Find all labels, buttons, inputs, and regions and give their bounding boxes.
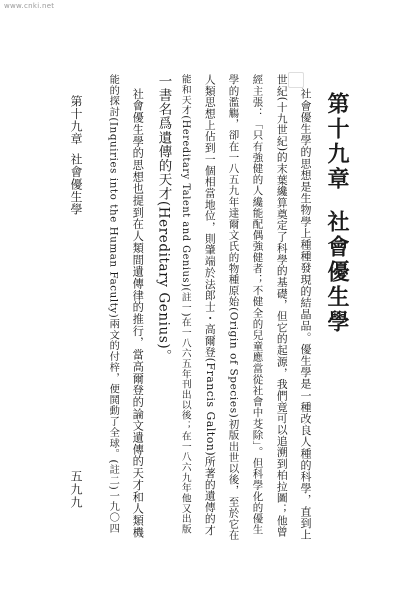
body-line-4: 學的濫觴，卻在一八五九年達爾文氏的物種原始(Origin of Species)初版出世以後，至於它在 (227, 74, 240, 541)
library-stamp-mark (288, 72, 304, 88)
running-head (70, 95, 82, 216)
watermark-text: www.cnki.net (4, 2, 55, 10)
running-head-chapter: 第十九章 (69, 95, 83, 145)
body-line-5: 人類思想上佔到一個相當地位，則肇端於法郎士・高爾登(Francis Galton)所著的遺傳的才 (203, 74, 217, 536)
chapter-heading (326, 92, 348, 335)
body-line-9: 能的探討(Inquiries into the Human Faculty)兩文的付梓，便鬨動了全球。(註二)一九〇四 (107, 74, 120, 534)
body-line-6: 能和天才(Hereditary Talent and Genius)(註一)在一八六五年刊出以後；在一八六九年他又出版 (179, 74, 191, 535)
running-head-title: 社會優生學 (69, 153, 83, 216)
body-line-3: 經主張：「只有強健的人纔能配偶強健者；不健全的兒童應當從社會中芟除」。但科學化的優生 (251, 74, 264, 535)
body-line-1: 社會優生學的思想是生物學上種種發現的結晶品。優生學是一種改良人種的科學，直到上 (299, 88, 312, 541)
body-line-2: 世紀(十九世紀)的末葉纔算奠定了科學的基礎，但它的起源，我們竟可以追溯到柏拉圖；他曾 (275, 74, 289, 538)
page-number: 五九九 (69, 470, 83, 509)
chapter-title: 社會優生學 (324, 210, 350, 335)
chapter-number: 第十九章 (324, 92, 350, 192)
body-line-7: 一書名爲遺傳的天才(Hereditary Genius)。 (155, 74, 172, 364)
body-line-8: 社會優生學的思想也提到在人類間遺傳律的推行，當高爾登的論文遺傳的天才和人類機 (131, 88, 145, 539)
